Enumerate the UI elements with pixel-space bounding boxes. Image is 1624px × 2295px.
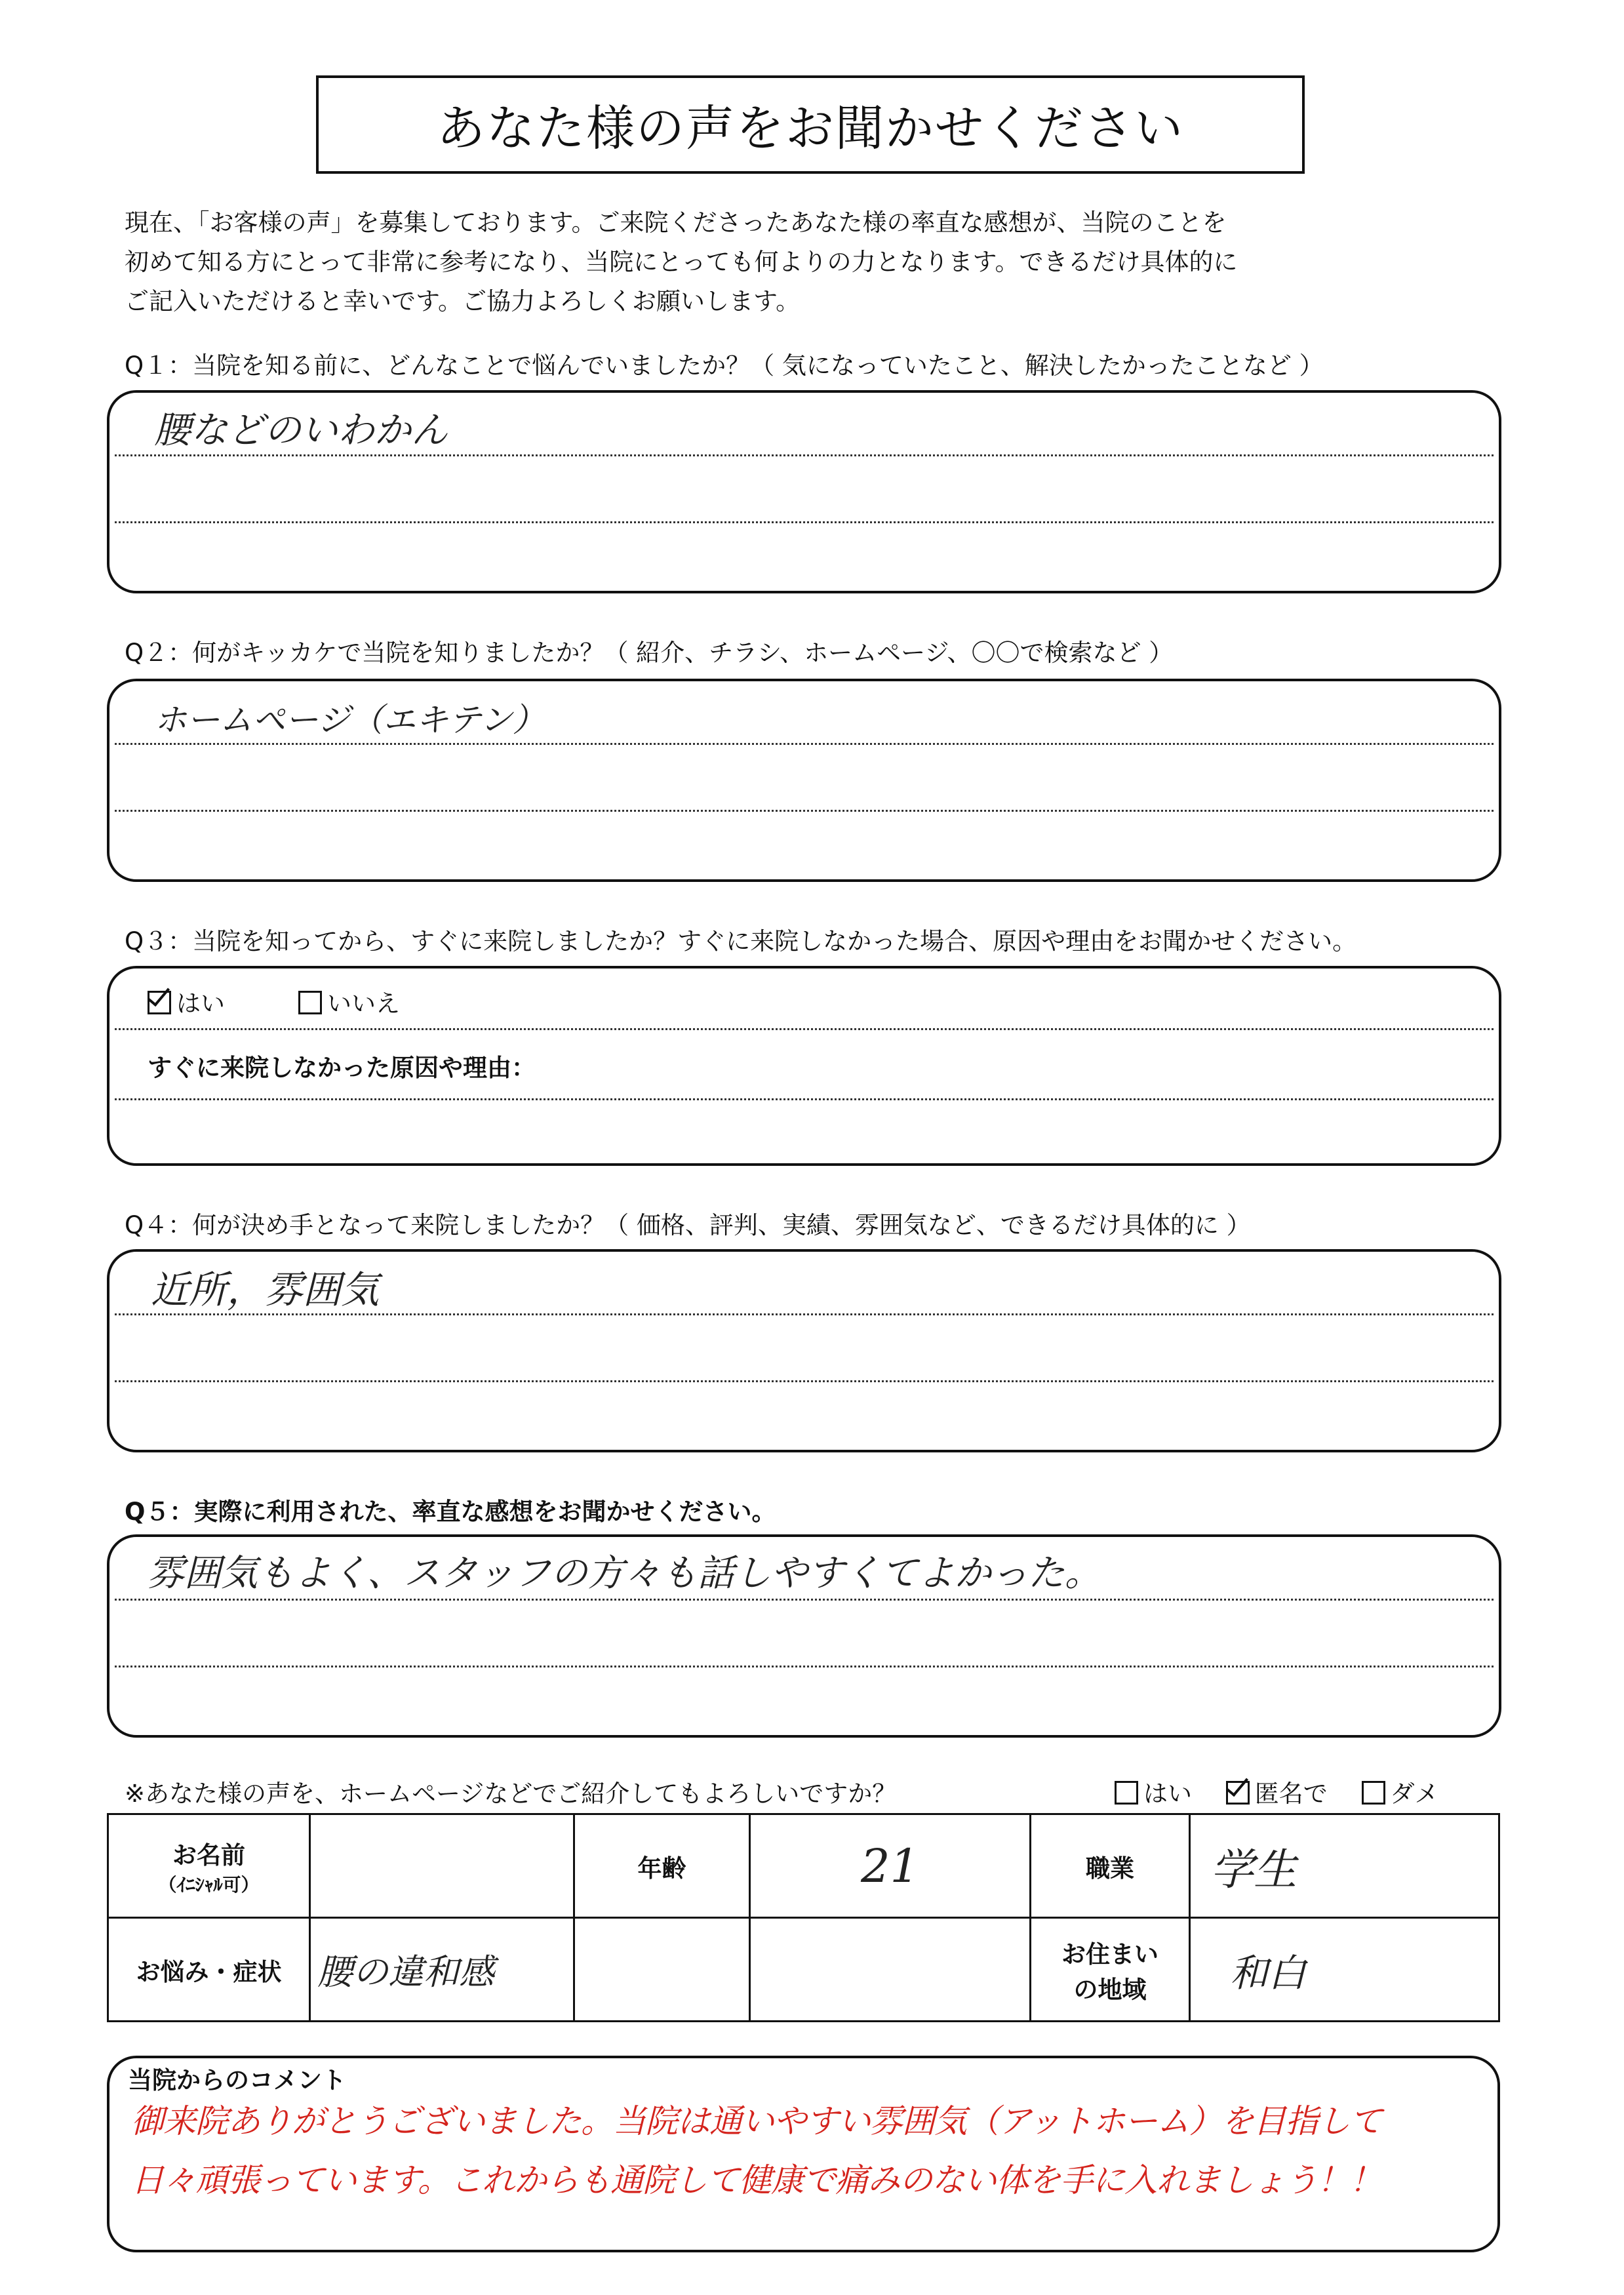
name-value-cell[interactable] [310,1814,574,1918]
job-value: 学生 [1210,1845,1297,1895]
name-label-cell [108,1814,310,1918]
name-label: お名前 [172,1841,245,1869]
answer-rule [115,810,1494,812]
q3-no-label: いいえ [327,989,400,1018]
consent-yes-checkbox[interactable] [1115,1781,1138,1805]
consent-yes-option[interactable] [1115,1780,1192,1808]
intro-text [125,203,1501,321]
age-label: 年齢 [637,1854,686,1883]
clinic-comment-label: 当院からのコメント [128,2066,346,2094]
q5-question: Q５：実際に利用された、率直な感想をお聞かせください。 [125,1498,776,1526]
symptom-value-cell[interactable] [310,1918,574,2022]
answer-rule [115,1098,1494,1100]
q2-answer: ホームページ（エキテン） [154,701,545,739]
age-value: 21 [860,1839,920,1893]
q3-no-checkbox[interactable] [298,991,322,1014]
clinic-comment-line1: 御来院ありがとうございました。当院は通いやすい雰囲気（アットホーム）を目指して [131,2102,1382,2140]
job-label-cell [1031,1814,1190,1918]
age-label-cell [574,1814,750,1918]
job-label: 職業 [1086,1854,1134,1883]
consent-no-option[interactable] [1362,1780,1439,1808]
consent-question: ※あなた様の声を、ホームページなどでご紹介してもよろしいですか？ [125,1780,897,1808]
q3-no-option[interactable] [298,984,400,1019]
symptom-value: 腰の違和感 [317,1951,494,1993]
q4-answer: 近所，雰囲気 [151,1267,380,1312]
area-value-cell[interactable] [1190,1918,1499,2022]
q1-answer: 腰などのいわかん [154,409,448,452]
q2-question: Q２：何がキッカケで当院を知りましたか？（ 紹介、チラシ、ホームページ、〇〇で検索など ） [125,639,1174,667]
name-sublabel: （ｲﾆｼｬﾙ可） [158,1873,260,1896]
area-label-cell [1031,1918,1190,2022]
intro-line: ご記入いただけると幸いです。ご協力よろしくお願いします。 [125,287,801,315]
answer-rule [115,743,1494,745]
q3-yes-label: はい [176,989,225,1018]
intro-line: 初めて知る方にとって非常に参考になり、当院にとっても何よりの力となります。できるだけ具体的に [125,248,1238,276]
answer-rule [115,1380,1494,1382]
answer-rule [115,1599,1494,1601]
profile-table [107,1813,1500,2022]
consent-anon-label: 匿名で [1254,1780,1328,1808]
answer-rule [115,1028,1494,1030]
area-value: 和白 [1230,1950,1307,1995]
consent-anon-checkbox[interactable] [1226,1781,1250,1805]
consent-no-checkbox[interactable] [1362,1781,1385,1805]
symptom-label: お悩み・症状 [136,1957,282,1986]
q3-reason-label: すぐに来院しなかった原因や理由： [148,1054,536,1082]
blank-cell [750,1918,1031,2022]
consent-options [1115,1774,1439,1809]
job-value-cell[interactable] [1190,1814,1499,1918]
q3-yes-option[interactable] [148,984,225,1019]
q1-question: Q１：当院を知る前に、どんなことで悩んでいましたか？（ 気になっていたこと、解決したかったことなど ） [125,351,1324,380]
symptom-label-cell [108,1918,310,2022]
answer-rule [115,1666,1494,1667]
age-value-cell[interactable] [750,1814,1031,1918]
clinic-comment-line2: 日々頑張っています。これからも通院して健康で痛みのない体を手に入れましょう！！ [131,2161,1381,2199]
q4-question: Q４：何が決め手となって来院しましたか？（ 価格、評判、実績、雰囲気など、できるだけ具体的に ） [125,1211,1251,1239]
consent-yes-label: はい [1143,1780,1192,1808]
q5-answer: 雰囲気もよく、スタッフの方々も話しやすくてよかった。 [148,1552,1101,1595]
area-label-line1: お住まい [1061,1940,1159,1968]
page-title: あなた様の声をお聞かせください [316,75,1305,174]
answer-rule [115,521,1494,523]
blank-cell [574,1918,750,2022]
q3-question: Q３：当院を知ってから、すぐに来院しましたか？すぐに来院しなかった場合、原因や理由をお聞かせください。 [125,927,1357,955]
consent-anon-option[interactable] [1226,1780,1328,1808]
consent-no-label: ダメ [1390,1780,1439,1808]
answer-rule [115,454,1494,456]
intro-line: 現在、「お客様の声」を募集しております。ご来院くださったあなた様の率直な感想が、当院のことを [125,209,1227,237]
area-label-line2: の地域 [1073,1975,1147,2004]
q3-yes-checkbox[interactable] [148,991,171,1014]
